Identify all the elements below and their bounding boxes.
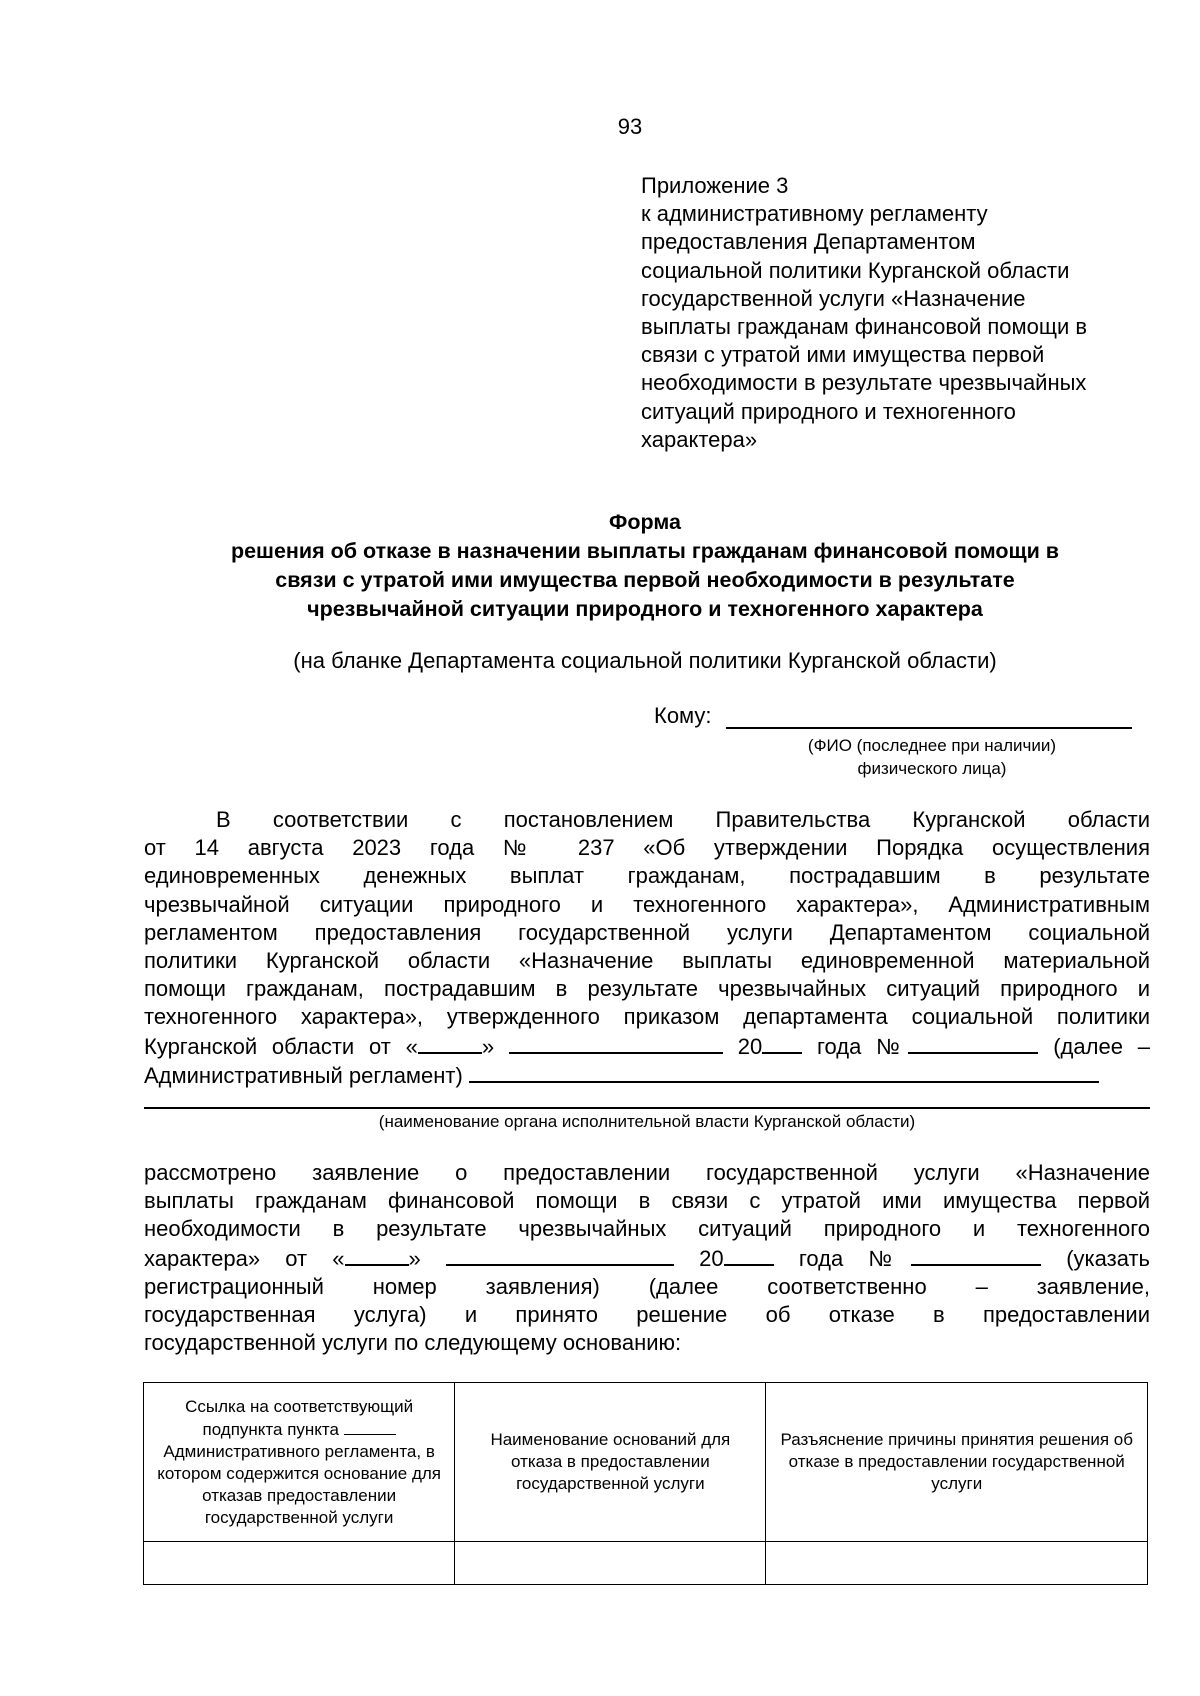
col1-header-text: Ссылка на соответствующий подпункта пункта	[185, 1396, 414, 1439]
letterhead-note: (на бланке Департамента социальной политики Курганской области)	[293, 648, 997, 673]
application-year-field[interactable]	[724, 1244, 774, 1266]
paragraph-decision	[144, 1159, 1150, 1357]
appendix-line: необходимости в результате чрезвычайных	[641, 370, 1087, 396]
application-number-label: года №	[798, 1245, 912, 1271]
title-line: чрезвычайной ситуации природного и техногенного характера	[307, 597, 983, 621]
paragraph-line: регистрационный номер заявления) (далее соответственно – заявление,	[144, 1273, 1150, 1299]
paragraph-line-with-blanks	[144, 1032, 1150, 1061]
recipient-label: Кому:	[654, 703, 712, 728]
table-header-cell	[144, 1383, 455, 1542]
authority-name-field[interactable]	[144, 1107, 1150, 1109]
order-year-field[interactable]	[762, 1032, 802, 1054]
paragraph-line: выплаты гражданам финансовой помощи в связи с утратой ими имущества первой	[144, 1188, 1150, 1214]
appendix-line: выплаты гражданам финансовой помощи в	[641, 314, 1088, 340]
recipient-note-line: физического лица)	[857, 759, 1007, 778]
table-row	[144, 1542, 1148, 1585]
table-cell[interactable]	[455, 1542, 766, 1585]
application-number-field[interactable]	[911, 1244, 1041, 1266]
appendix-line: связи с утратой ими имущества первой	[641, 342, 1045, 368]
appendix-line: социальной политики Курганской области	[641, 257, 1070, 283]
recipient-note-line: (ФИО (последнее при наличии)	[807, 736, 1057, 755]
form-title	[140, 508, 1150, 624]
admin-regulation-field[interactable]	[469, 1061, 1099, 1083]
refusal-reasons-table	[143, 1382, 1148, 1585]
order-month-field[interactable]	[509, 1032, 723, 1054]
table-cell[interactable]	[766, 1542, 1148, 1585]
paragraph-line: государственная услуга) и принято решение об отказе в предоставлении	[144, 1302, 1150, 1328]
col1-header-text-cont: Административного регламента, в котором содержится основание для отказав предоставлении государственной услуги	[157, 1441, 441, 1527]
application-century: 20	[699, 1245, 724, 1271]
paragraph-line: В соответствии с постановлением Правительства Курганской области	[216, 807, 1150, 832]
appendix-line: Приложение 3	[641, 173, 789, 198]
order-number-field[interactable]	[908, 1032, 1038, 1054]
paragraph-line: единовременных денежных выплат гражданам, пострадавшим в результате	[144, 863, 1150, 889]
appendix-line: предоставления Департаментом	[641, 229, 976, 255]
admin-regulation-label: Административный регламент)	[144, 1062, 463, 1088]
table-header-row	[144, 1383, 1148, 1542]
paragraph-line: чрезвычайной ситуации природного и техногенного характера», Административным	[144, 891, 1150, 917]
order-date-quote: »	[481, 1033, 495, 1059]
appendix-line: характера»	[641, 426, 758, 452]
subclause-number-field[interactable]	[344, 1418, 396, 1435]
application-specify: (указать	[1066, 1245, 1151, 1271]
paragraph-line: рассмотрено заявление о предоставлении государственной услуги «Назначение	[144, 1160, 1150, 1185]
paragraph-line: политики Курганской области «Назначение выплаты единовременной материальной	[144, 948, 1150, 974]
title-line: связи с утратой ими имущества первой необходимости в результате	[275, 568, 1015, 592]
appendix-header	[641, 172, 1161, 454]
order-number-label: года №	[816, 1033, 909, 1059]
paragraph-line-with-blanks	[144, 1244, 1150, 1273]
order-date-prefix: Курганской области от «	[144, 1033, 418, 1059]
appendix-line: к административному регламенту	[641, 201, 988, 227]
paragraph-legal-basis	[144, 806, 1150, 1090]
appendix-line: государственной услуги «Назначение	[641, 285, 1026, 311]
recipient-note	[742, 734, 1122, 780]
order-hereinafter: (далее –	[1053, 1033, 1150, 1059]
title-line: решения об отказе в назначении выплаты гражданам финансовой помощи в	[230, 539, 1060, 563]
order-day-field[interactable]	[418, 1032, 482, 1054]
application-day-field[interactable]	[345, 1244, 409, 1266]
application-date-prefix: характера» от «	[144, 1245, 345, 1271]
paragraph-line: от 14 августа 2023 года № 237 «Об утверждении Порядка осуществления	[144, 835, 1150, 861]
table-header-cell: Разъяснение причины принятия решения об отказе в предоставлении государственной услуги	[766, 1383, 1148, 1542]
authority-name-note: (наименование органа исполнительной власти Курганской области)	[378, 1112, 916, 1131]
appendix-line: ситуаций природного и техногенного	[641, 398, 1016, 424]
paragraph-line: регламентом предоставления государственной услуги Департаментом социальной	[144, 919, 1150, 945]
paragraph-line	[144, 1061, 1150, 1090]
title-line: Форма	[609, 510, 681, 534]
order-century: 20	[737, 1033, 763, 1059]
paragraph-line: государственной услуги по следующему основанию:	[144, 1330, 682, 1356]
recipient-name-field[interactable]	[726, 727, 1132, 729]
table-cell[interactable]	[144, 1542, 455, 1585]
paragraph-line: помощи гражданам, пострадавшим в результате чрезвычайных ситуаций природного и	[144, 976, 1150, 1002]
application-month-field[interactable]	[446, 1244, 674, 1266]
application-date-quote: »	[408, 1245, 421, 1271]
table-header-cell: Наименование оснований для отказа в предоставлении государственной услуги	[455, 1383, 766, 1542]
paragraph-line: техногенного характера», утвержденного приказом департамента социальной политики	[144, 1004, 1150, 1030]
paragraph-line: необходимости в результате чрезвычайных ситуаций природного и техногенного	[144, 1216, 1150, 1242]
page-number: 93	[617, 114, 643, 139]
